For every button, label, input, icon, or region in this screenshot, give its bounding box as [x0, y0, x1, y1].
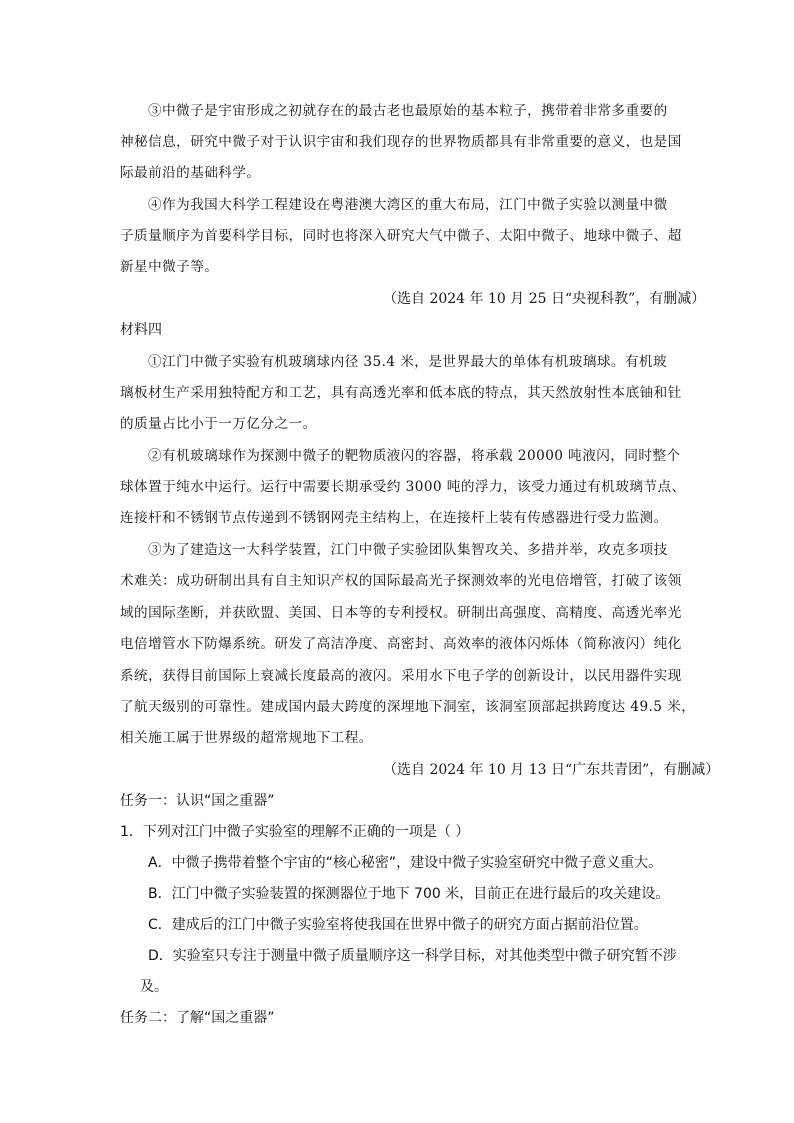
task2-heading: 任务二：了解“国之重器”: [120, 1010, 275, 1026]
m3-p3-line-2: 神秘信息，研究中微子对于认识宇宙和我们现存的世界物质都具有非常重要的意义，也是国: [120, 134, 682, 150]
m4-p3-line-5: 系统，获得目前国际上衰减长度最高的液闪。采用水下电子学的创新设计，以民用器件实现: [120, 668, 682, 684]
m4-p1-line-1: ①江门中微子实验有机玻璃球内径 35.4 米，是世界最大的单体有机玻璃球。有机玻: [148, 354, 668, 370]
m3-p3-line-1: ③中微子是宇宙形成之初就存在的最古老也最原始的基本粒子，携带着非常多重要的: [148, 103, 668, 119]
m4-p1-line-3: 的质量占比小于一万亿分之一。: [120, 416, 317, 432]
m3-p4-line-2: 子质量顺序为首要科学目标，同时也将深入研究大气中微子、太阳中微子、地球中微子、超: [120, 228, 682, 244]
task1-heading: 任务一：认识“国之重器”: [120, 793, 275, 809]
question-1: 1．下列对江门中微子实验室的理解不正确的一项是（ ）: [120, 824, 470, 840]
m3-p3-line-3: 际最前沿的基础科学。: [120, 165, 261, 181]
m4-p3-line-3: 域的国际垄断，并获欧盟、美国、日本等的专利授权。研制出高强度、高精度、高透光率光: [120, 605, 682, 621]
option-d: D．实验室只专注于测量中微子质量顺序这一科学目标，对其他类型中微子研究暂不涉: [148, 948, 677, 964]
m4-p1-line-2: 璃板材生产采用独特配方和工艺，具有高透光率和低本底的特点，其天然放射性本底铀和钍: [120, 385, 682, 401]
m4-p3-line-1: ③为了建造这一大科学装置，江门中微子实验团队集智攻关、多措并举，攻克多项技: [148, 542, 668, 558]
m4-heading: 材料四: [120, 322, 162, 338]
m4-p2-line-2: 球体置于纯水中运行。运行中需要长期承受约 3000 吨的浮力，该受力通过有机玻璃节点、: [120, 479, 686, 495]
m4-p2-line-3: 连接杆和不锈钢节点传递到不锈钢网壳主结构上，在连接杆上装有传感器进行受力监测。: [120, 510, 668, 526]
option-b: B．江门中微子实验装置的探测器位于地下 700 米，目前正在进行最后的攻关建设。: [148, 886, 670, 902]
option-c: C．建成后的江门中微子实验室将使我国在世界中微子的研究方面占据前沿位置。: [148, 917, 648, 933]
option-d-continuation: 及。: [140, 979, 168, 995]
m4-source: （选自 2024 年 10 月 13 日“广东共青团”，有删减）: [383, 762, 720, 778]
m3-p4-line-3: 新星中微子等。: [120, 259, 219, 275]
m4-p3-line-4: 电倍增管水下防爆系统。研发了高洁净度、高密封、高效率的液体闪烁体（简称液闪）纯化: [120, 636, 682, 652]
m3-p4-line-1: ④作为我国大科学工程建设在粤港澳大湾区的重大布局，江门中微子实验以测量中微: [148, 197, 668, 213]
m3-source: （选自 2024 年 10 月 25 日“央视科教”，有删减）: [383, 291, 706, 307]
m4-p3-line-7: 相关施工属于世界级的超常规地下工程。: [120, 730, 373, 746]
m4-p2-line-1: ②有机玻璃球作为探测中微子的靶物质液闪的容器，将承载 20000 吨液闪，同时整个: [148, 448, 681, 464]
m4-p3-line-6: 了航天级别的可靠性。建成国内最大跨度的深埋地下洞室，该洞室顶部起拱跨度达 49.5 米，: [120, 699, 696, 715]
m4-p3-line-2: 术难关：成功研制出具有自主知识产权的国际最高光子探测效率的光电倍增管，打破了该领: [120, 573, 682, 589]
option-a: A．中微子携带着整个宇宙的“核心秘密”，建设中微子实验室研究中微子意义重大。: [148, 855, 663, 871]
